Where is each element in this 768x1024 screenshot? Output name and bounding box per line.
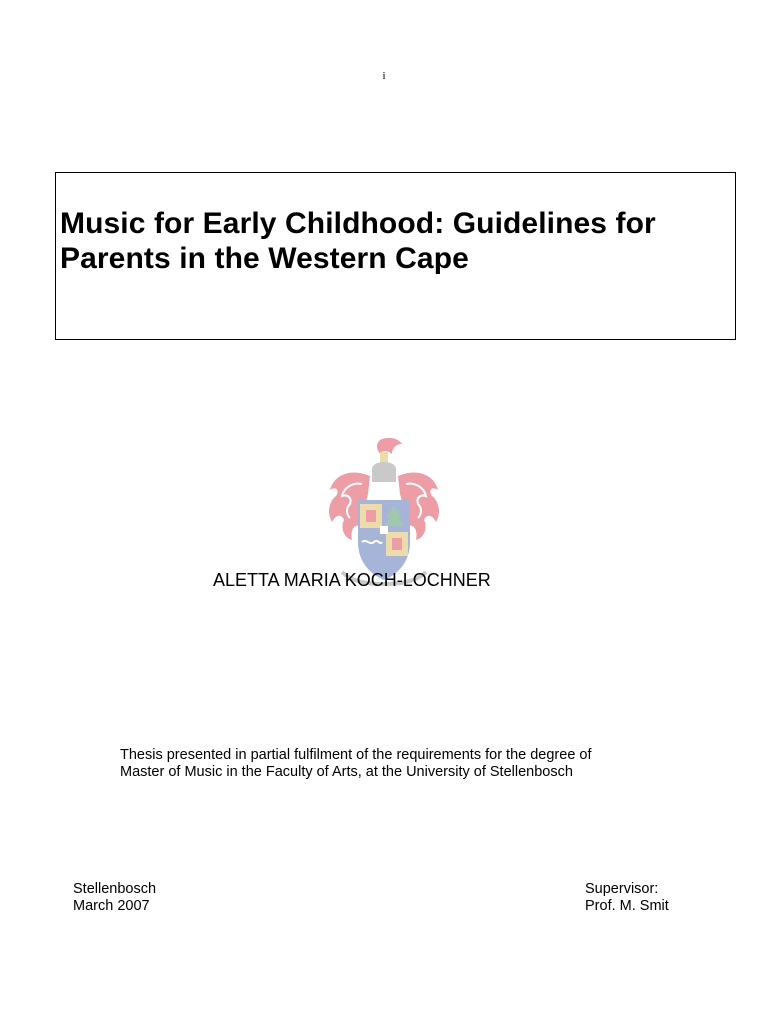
title-box — [55, 172, 736, 340]
supervisor-block — [585, 881, 669, 915]
shield-quarter-tl-inner — [366, 510, 376, 522]
description-line-2: Master of Music in the Faculty of Arts, at the University of Stellenbosch — [120, 764, 573, 780]
submission-date: March 2007 — [73, 898, 150, 914]
supervisor-label: Supervisor: — [585, 881, 659, 897]
thesis-title-line-1: Music for Early Childhood: Guidelines for — [60, 207, 656, 240]
page-number: i — [382, 70, 386, 82]
thesis-title-line-2: Parents in the Western Cape — [60, 242, 469, 275]
shield-center-cross — [380, 526, 388, 534]
description-line-1: Thesis presented in partial fulfilment of the requirements for the degree of — [120, 747, 592, 763]
place-and-date — [73, 881, 156, 915]
shield-quarter-br-inner — [392, 538, 402, 550]
thesis-title — [60, 206, 656, 276]
supervisor-name: Prof. M. Smit — [585, 898, 669, 914]
university-crest-icon — [322, 434, 446, 588]
place: Stellenbosch — [73, 881, 157, 897]
crest-helm — [372, 462, 396, 482]
thesis-description — [120, 747, 592, 781]
author-name: ALETTA MARIA KOCH-LOCHNER — [213, 570, 491, 590]
crest-flame — [377, 438, 402, 454]
